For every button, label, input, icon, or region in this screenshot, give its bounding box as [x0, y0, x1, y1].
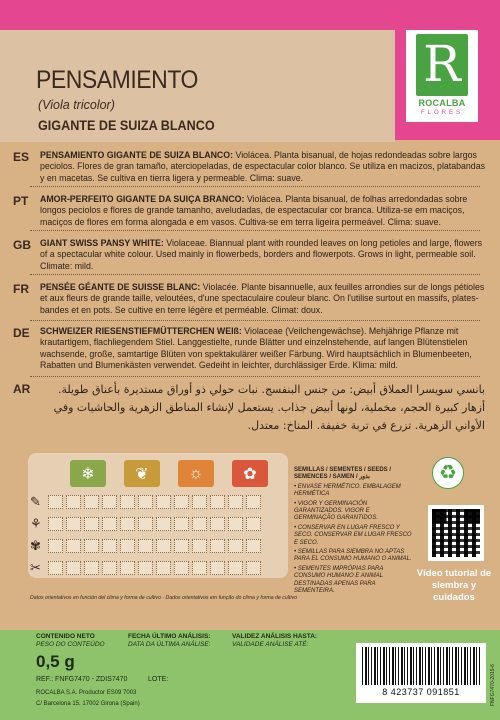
calendar-cell: [156, 561, 171, 575]
calendar-cell: [174, 517, 189, 531]
calendar-cell: [228, 539, 243, 553]
divider: [30, 274, 480, 275]
calendar-cell: [174, 561, 189, 575]
product-title: PENSAMIENTO: [36, 66, 198, 94]
seed-legend: [294, 467, 412, 596]
lang-code: ES: [13, 150, 30, 164]
calendar-cell: [120, 517, 135, 531]
calendar-cell: [228, 495, 243, 509]
transplant-icon: ⚘: [30, 516, 42, 531]
snowflake-icon: ❄: [70, 460, 106, 487]
calendar-cell: [192, 539, 207, 553]
calendar-cell: [84, 561, 99, 575]
lang-code: DE: [13, 326, 30, 340]
description-text: PENSÉE GÉANTE DE SUISSE BLANC: Violacée. Plante bisannuelle, aux feuilles arrondies sur de longs pétioles et aux fleurs de grande taille, veloutées, d'une spectaculaire couleur blanc. On l'utilise surtout en massifs, plates-bandes et en pots. Se cultive en terre légère et perméable. Climat: doux.: [40, 282, 485, 315]
calendar-cell: [120, 539, 135, 553]
barcode-bars: [362, 647, 480, 685]
lang-code: PT: [13, 194, 29, 208]
calendar-cell: [138, 517, 153, 531]
qr-code[interactable]: [428, 505, 484, 561]
address: C/ Barcelona 15. 17002 Girona (Spain): [36, 701, 140, 707]
calendar-cell: [120, 561, 135, 575]
company: ROCALBA S.A. Productor ES09 7003: [36, 690, 137, 696]
divider: [30, 186, 480, 187]
divider: [30, 230, 480, 231]
maple-leaf-icon: ✿: [232, 460, 268, 487]
calendar-cell: [66, 539, 81, 553]
description-text-ar: بانسي سويسرا العملاق أبيض: من جنس البنفسج. نبات حولي ذو أوراق مستديرة بأعناق طويلة. أزهار كبيرة الحجم، مخملية، لونها أبيض جذاب. يستعمل لإنشاء المناطق الزهرية والحاشيات وفي الأواني الزهرية. تزرع في تربة خفيفة. المناخ: معتدل.: [53, 383, 485, 432]
calendar-cell: [138, 561, 153, 575]
reference: REF.: FNFG7470 - ZDIS7470: [36, 676, 128, 683]
calendar-cell: [192, 517, 207, 531]
divider: [30, 320, 480, 321]
description-text: SCHWEIZER RIESENSTIEFMÜTTERCHEN WEIß: Violaceae (Veilchengewächse). Mehjährige Pflanze mit krautartigem, flachliegendem Stiel. Langgestielte, runde Blätter und einzelnstehende, auf langen Blütenstielen wachsende, große, samtartige Blüten von spektakulärer weißer Färbung. Wird hauptsächlich in Blumenbeeten, Rabatten und Blumenkästen verwendet. Gedeiht in leichter, durchlässiger Erde. Klima: mild.: [40, 326, 472, 370]
calendar-cell: [246, 517, 261, 531]
calendar-cell: [120, 495, 135, 509]
calendar-cell: [192, 561, 207, 575]
calendar-cell: [192, 495, 207, 509]
net-content-label: CONTENIDO NETO: [36, 633, 95, 640]
rocalba-logo: [406, 30, 478, 122]
calendar-cell: [138, 495, 153, 509]
barcode: [356, 643, 486, 703]
description-text: GIANT SWISS PANSY WHITE: Violaceae. Biannual plant with rounded leaves on long petioles and large, flowers of a spectacular white colour. Used mainly in flowerbeds, borders and flowerpots. Grows in light, permeable soil. Climate: mild.: [40, 238, 483, 271]
calendar-cell: [228, 561, 243, 575]
logo-mark: R: [416, 34, 468, 96]
legend-item: • SEMENTES IMPRÓPIAS PARA CONSUMO HUMANO E ANIMAL DESTINADAS APENAS PARA SEMENTEIRA.: [294, 565, 384, 595]
calendar-cell: [246, 561, 261, 575]
calendar-row: [48, 539, 261, 553]
calendar-cell: [48, 517, 63, 531]
lang-code: GB: [13, 238, 31, 252]
calendar-row: [48, 517, 261, 531]
calendar-cell: [228, 517, 243, 531]
calendar-cell: [102, 517, 117, 531]
calendar-cell: [48, 539, 63, 553]
sowing-icon: ✎: [30, 494, 41, 509]
green-dot-icon: ♻: [432, 457, 464, 489]
calendar-cell: [174, 495, 189, 509]
variety-name: GIGANTE DE SUIZA BLANCO: [38, 117, 215, 133]
calendar-cell: [246, 495, 261, 509]
description-text: PENSAMIENTO GIGANTE DE SUIZA BLANCO: Violácea. Planta bisanual, de hojas redondeadas sobre largos peciolos. Flores de gran tamaño, aterciopeladas, de espectacular color blanco. Se utiliza en macizos, platabandas y en macetas. Se cultiva en tierra ligera y permeable. Clima: suave.: [40, 150, 485, 183]
calendar-cell: [102, 495, 117, 509]
calendar-cell: [84, 495, 99, 509]
leaf-icon: ❦: [124, 460, 160, 487]
harvest-icon: ✂: [30, 560, 41, 575]
lot-label: LOTE:: [148, 676, 169, 683]
lang-code: AR: [13, 382, 31, 396]
calendar-cell: [174, 539, 189, 553]
sun-icon: ☼: [178, 460, 214, 487]
side-code: FNFG7470-2019-6: [490, 664, 496, 706]
calendar-cell: [156, 539, 171, 553]
divider: [30, 376, 480, 377]
calendar-cell: [156, 517, 171, 531]
calendar-cell: [210, 539, 225, 553]
legend-item: • CONSERVAR EN LUGAR FRESCO Y SECO. CONSERVAR EM LUGAR FRESCO E SECO.: [294, 524, 412, 546]
qr-pattern: [432, 509, 480, 557]
lang-code: FR: [13, 282, 29, 296]
calendar-row: [48, 495, 261, 509]
valid-until-label: VALIDEZ ANÁLISIS HASTA:: [232, 633, 318, 640]
valid-until-label-pt: VALIDADE ANÁLISE ATÉ:: [232, 641, 309, 648]
calendar-cell: [66, 561, 81, 575]
calendar-row: [48, 561, 261, 575]
last-analysis-label: FECHA ÚLTIMO ANÁLISIS:: [128, 633, 211, 640]
legend-item: • SEMILLAS PARA SIEMBRA NO APTAS PARA EL CONSUMO HUMANO O ANIMAL.: [294, 549, 412, 563]
calendar-cell: [66, 517, 81, 531]
latin-name: (Viola tricolor): [38, 98, 115, 112]
calendar-cell: [48, 561, 63, 575]
calendar-cell: [84, 517, 99, 531]
calendar-cell: [48, 495, 63, 509]
calendar-cell: [210, 561, 225, 575]
last-analysis-label-pt: DATA DA ÚLTIMA ANÁLISE:: [128, 641, 211, 648]
description-text: AMOR-PERFEITO GIGANTE DA SUIÇA BRANCO: Violácea. Planta bisanual, de folhas arredondadas sobre longos peciolos e flores de grande tamanho, aveludadas, de espectacular cor branca. Utiliza-se em maciços, maciços de flores em forma alongada e em vasos. Cultiva-se em terra ligeira permeável. Clima: suave.: [40, 194, 468, 227]
calendar-cell: [84, 539, 99, 553]
calendar-cell: [210, 495, 225, 509]
net-weight: 0,5 g: [36, 652, 75, 671]
net-content-label-pt: PESO DO CONTEÚDO: [36, 641, 105, 648]
calendar-cell: [138, 539, 153, 553]
legend-header: SEMILLAS / SEMENTES / SEEDS / SEMENCES / SAMEN / بذور: [294, 467, 392, 481]
legend-item: • ENVASE HERMÉTICO. EMBALAGEM HERMÉTICA: [294, 483, 401, 498]
flowering-icon: ✾: [30, 538, 41, 553]
calendar-cell: [66, 495, 81, 509]
brand-name: ROCALBA: [418, 98, 466, 108]
barcode-number: 8 423737 091851: [382, 687, 460, 697]
calendar-cell: [210, 517, 225, 531]
calendar-cell: [156, 495, 171, 509]
climate-note: Datos orientativos en función del clima y forma de cultivo · Dados orientativos em função do clima y forma de cultivo: [30, 595, 297, 601]
calendar-cell: [102, 561, 117, 575]
video-tutorial-label: Vídeo tutorial de siembra y cuidados: [416, 568, 492, 603]
calendar-cell: [102, 539, 117, 553]
calendar-cell: [246, 539, 261, 553]
brand-line: FLORES: [420, 110, 463, 116]
legend-item: • VIGOR Y GERMINACIÓN GARANTIZADOS. VIGOR E GERMINAÇÃO GARANTIDOS.: [294, 500, 379, 522]
